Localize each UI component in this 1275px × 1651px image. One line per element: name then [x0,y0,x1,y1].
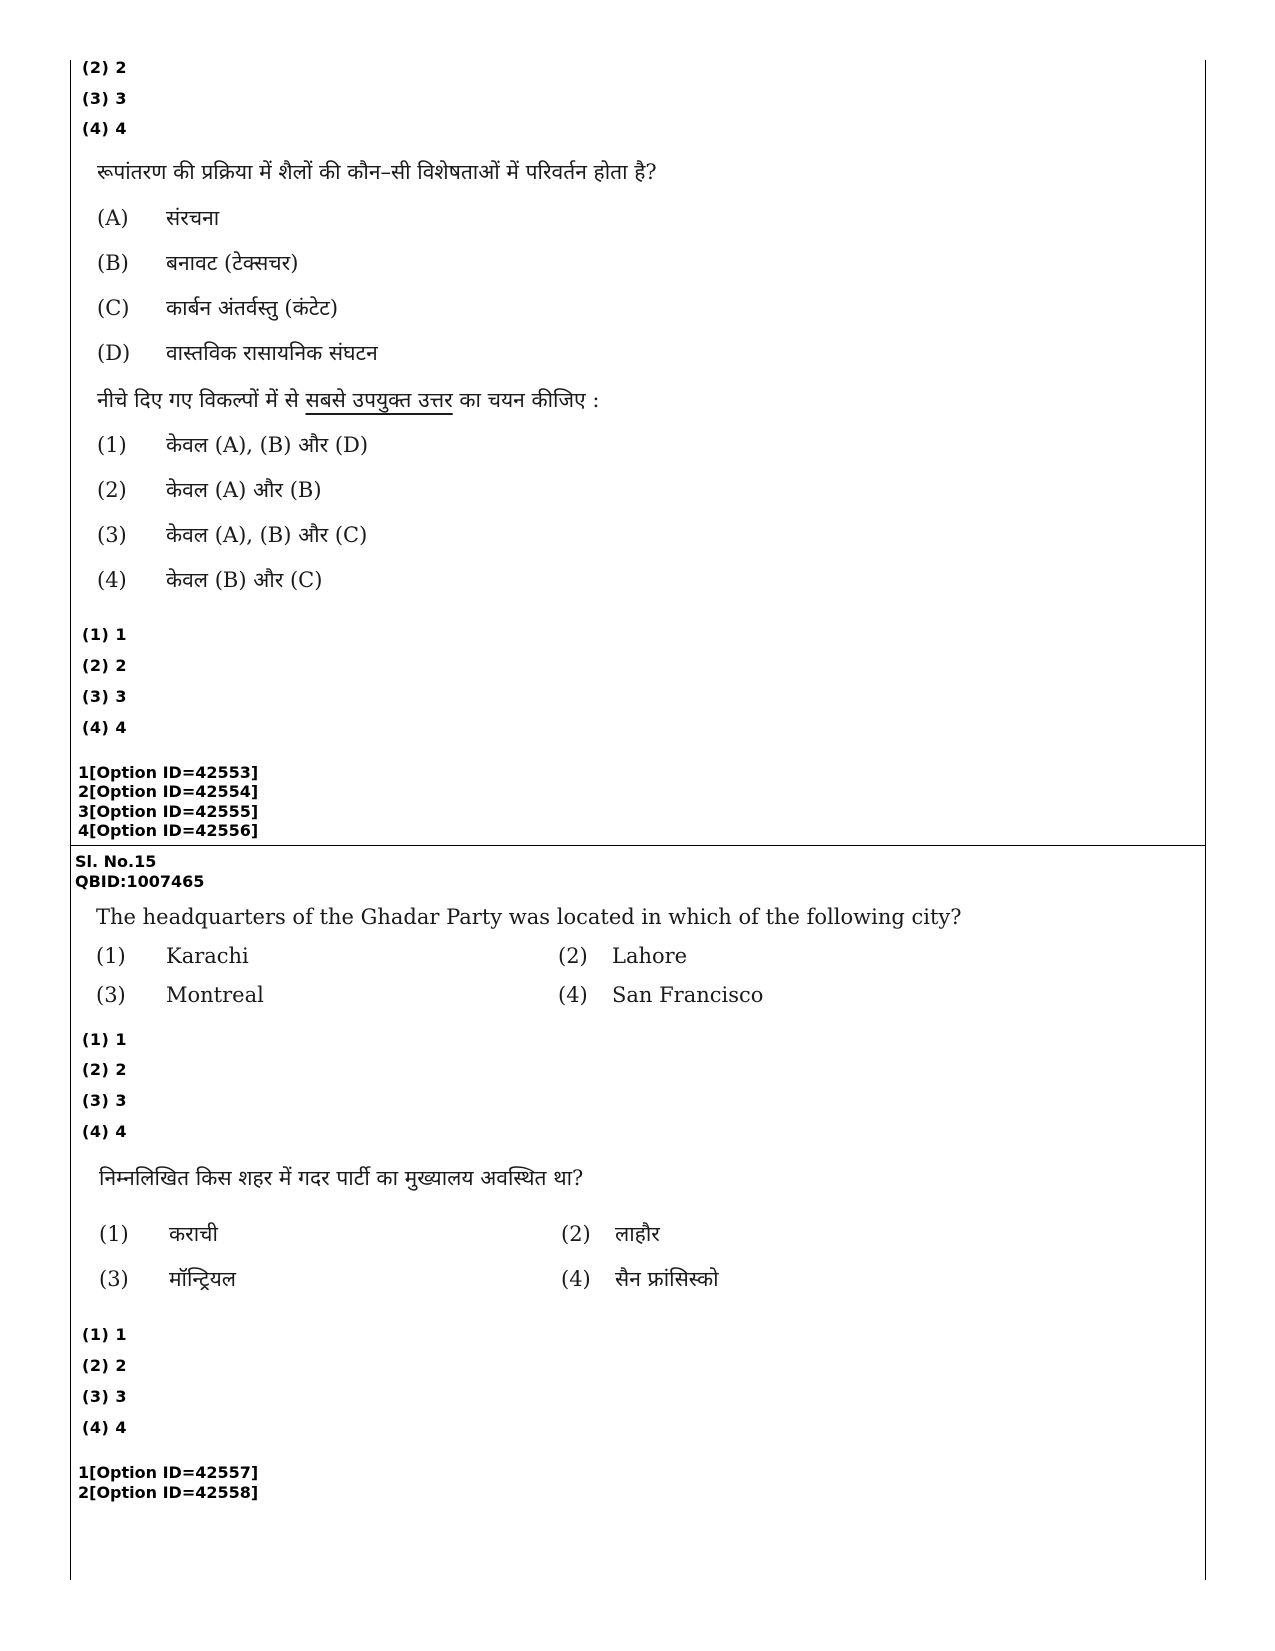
statement-label: (C) [97,296,130,320]
choice-text: केवल (A), (B) और (C) [166,523,368,547]
instruction-pre: नीचे दिए गए विकल्पों में से [97,388,306,412]
answer-option: (2) 2 [82,1356,127,1375]
question-text-english: The headquarters of the Ghadar Party was located in which of the following city? [96,905,962,929]
instruction-underlined: सबसे उपयुक्त उत्तर [305,388,453,412]
option-id: 3[Option ID=42555] [78,802,259,821]
option-text: Lahore [612,944,688,968]
statement-text: संरचना [166,206,220,230]
answer-option: (2) 2 [82,656,127,675]
choice-label: (1) [97,433,127,457]
option-text: सैन फ्रांसिस्को [615,1267,719,1291]
option-label: (3) [99,1267,129,1291]
option-text: कराची [169,1222,218,1246]
option-id: 2[Option ID=42554] [78,782,259,801]
choice-label: (2) [97,478,127,502]
question-divider [70,845,1206,846]
choice-text: केवल (B) और (C) [166,568,323,592]
option-label: (2) [558,944,588,968]
choice-label: (4) [97,568,127,592]
option-text: मॉन्ट्रियल [169,1267,237,1291]
option-id: 4[Option ID=42556] [78,821,259,840]
answer-option: (4) 4 [82,1122,127,1141]
option-id: 1[Option ID=42553] [78,763,259,782]
choice-text: केवल (A), (B) और (D) [166,433,369,457]
answer-option: (4) 4 [82,119,127,138]
statement-label: (B) [97,251,129,275]
option-text: Montreal [166,983,264,1007]
answer-option: (2) 2 [82,1060,127,1079]
option-label: (4) [558,983,588,1007]
statement-label: (A) [97,206,129,230]
answer-option: (1) 1 [82,1030,127,1049]
option-label: (4) [561,1267,591,1291]
option-text: San Francisco [612,983,764,1007]
answer-option: (3) 3 [82,89,127,108]
instruction-text [97,386,599,414]
option-id: 2[Option ID=42558] [78,1483,259,1502]
option-label: (1) [99,1222,129,1246]
option-id: 1[Option ID=42557] [78,1463,259,1482]
choice-label: (3) [97,523,127,547]
option-text: लाहौर [615,1222,660,1246]
serial-number: Sl. No.15 [75,852,157,871]
option-label: (2) [561,1222,591,1246]
question-text-hindi: निम्नलिखित किस शहर में गदर पार्टी का मुख्यालय अवस्थित था? [99,1166,584,1190]
statement-label: (D) [97,341,131,365]
option-text: Karachi [166,944,249,968]
option-label: (1) [96,944,126,968]
choice-text: केवल (A) और (B) [166,478,322,502]
question-text-hindi: रूपांतरण की प्रक्रिया में शैलों की कौन–सी विशेषताओं में परिवर्तन होता है? [97,160,657,184]
answer-option: (4) 4 [82,718,127,737]
statement-text: वास्तविक रासायनिक संघटन [166,341,378,365]
statement-text: कार्बन अंतर्वस्तु (कंटेट) [166,296,339,320]
answer-option: (3) 3 [82,1387,127,1406]
qbid: QBID:1007465 [75,872,205,891]
answer-option: (4) 4 [82,1418,127,1437]
instruction-post: का चयन कीजिए : [452,388,600,412]
option-label: (3) [96,983,126,1007]
answer-option: (1) 1 [82,625,127,644]
answer-option: (1) 1 [82,1325,127,1344]
answer-option: (2) 2 [82,58,127,77]
answer-option: (3) 3 [82,1091,127,1110]
answer-option: (3) 3 [82,687,127,706]
statement-text: बनावट (टेक्सचर) [166,251,299,275]
